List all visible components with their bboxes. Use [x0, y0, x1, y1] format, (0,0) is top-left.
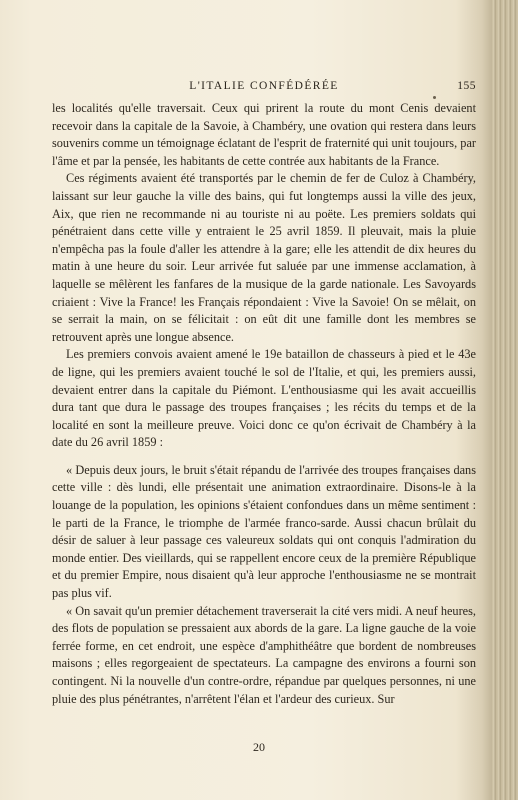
paragraph-gap	[52, 452, 476, 462]
paragraph: Les premiers convois avaient amené le 19e bataillon de chasseurs à pied et le 43e de ligne, qui les premiers avaient touché le sol de l'Italie, et qui, les premiers aussi, devaient entrer dans la capitale du Piémont. L'enthousiasme qui les avait accueillis dura tant que dura le passage des troupes françaises ; les récits du temps et de la localité en sont la meilleure preuve. Voici donc ce qu'on écrivait de Chambéry à la date du 26 avril 1859 :	[52, 347, 476, 450]
running-title: L'ITALIE CONFÉDÉRÉE	[189, 80, 339, 92]
paragraph: les localités qu'elle traversait. Ceux qui prirent la route du mont Cenis devaient recevoir dans la capitale de la Savoie, à Chambéry, une ovation qui restera dans leurs souvenirs comme un témoignage éclatant de l'esprit de fraternité qui unit toujours, par l'âme et par la pensée, les habitants de cette contrée aux habitants de la France.	[52, 101, 476, 168]
paragraph: « Depuis deux jours, le bruit s'était répandu de l'arrivée des troupes françaises dans cette ville : dès lundi, elle présentait une animation extraordinaire. Disons-le à la louange de la population, les opinions s'étaient confondues dans un même sentiment : le parti de la France, le triomphe de l'armée franco-sarde. Aussi chacun brûlait du désir de saluer à leur passage ces valeureux soldats qui ont conquis l'admiration du monde entier. Des vieillards, qui se rappellent encore ceux de la première République et du premier Empire, nous disaient qu'à leur approche l'enthousiasme ne se montrait pas plus vif.	[52, 462, 476, 601]
page-edge-stack	[492, 0, 518, 800]
ink-speck	[433, 96, 436, 99]
signature-mark: 20	[253, 740, 265, 754]
paragraph: Ces régiments avaient été transportés par le chemin de fer de Culoz à Chambéry, laissant sur leur gauche la ville des bains, qui fut longtemps aussi la ville des jeux, Aix, que rien ne recommande ni au touriste ni au poëte. Les premiers soldats qui pénétraient dans cette ville y entraient le 25 avril 1859. Il pleuvait, mais la pluie n'empêcha pas la foule d'aller les attendre à la gare; elle les attendit de dix heures du matin à une heure du soir. Leur arrivée fut saluée par une immense acclamation, à laquelle se mêlèrent les fanfares de la musique de la garde nationale. Les Savoyards criaient : Vive la France! les Français répondaient : Vive la Savoie! On se mêlait, on se serrait la main, on se félicitait : on eût dit une famille dont les membres se retrouvent après une longue absence.	[52, 171, 476, 344]
running-head	[52, 80, 476, 96]
paragraph: « On savait qu'un premier détachement traverserait la cité vers midi. A neuf heures, des flots de population se pressaient aux abords de la gare. La ligne gauche de la voie ferrée forme, en cet endroit, une espèce d'amphithéâtre que bordent de nombreuses maisons ; elles regorgeaient de spectateurs. La campagne des environs a fourni son contingent. Ni la nouvelle d'un contre-ordre, répandue par quelques personnes, ni une pluie des plus pénétrantes, n'arrêtent l'élan et l'ardeur des curieux. Sur	[52, 603, 476, 706]
page-number: 155	[457, 80, 476, 92]
body-text	[52, 100, 476, 708]
